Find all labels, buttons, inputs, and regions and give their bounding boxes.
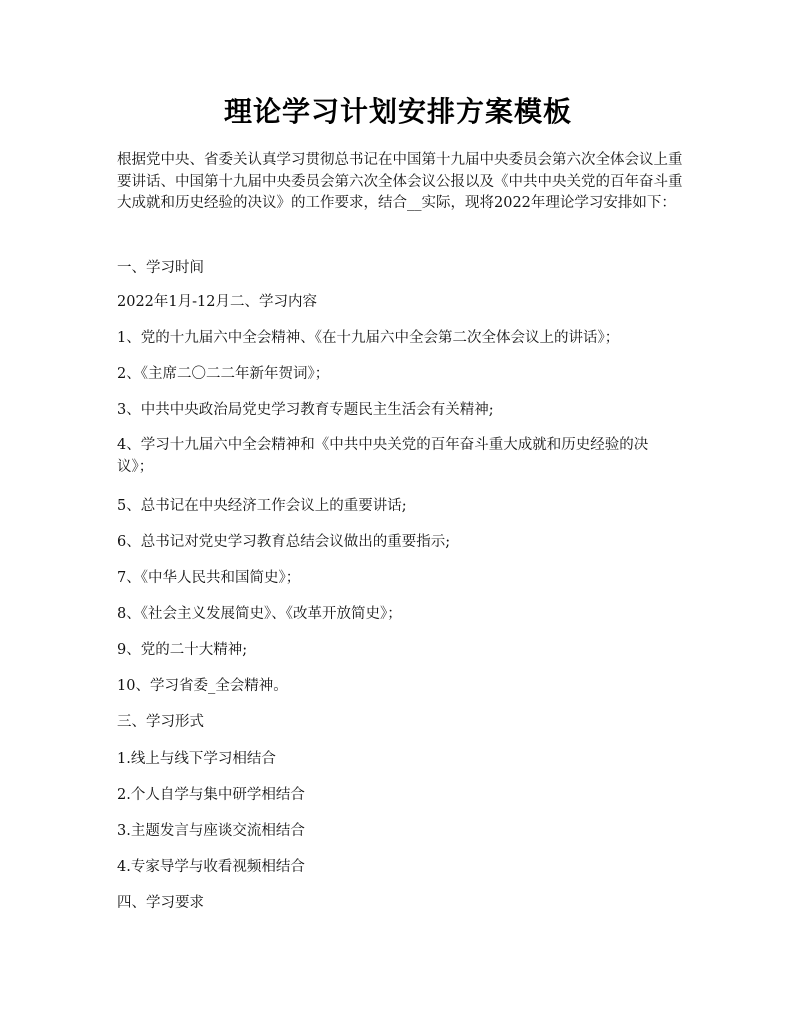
form-item-2: 2.个人自学与集中研学相结合 bbox=[117, 787, 305, 803]
document-title: 理论学习计划安排方案模板 bbox=[223, 95, 572, 128]
content-item-3: 3、中共中央政治局党史学习教育专题民主生活会有关精神; bbox=[117, 402, 494, 418]
content-item-1: 1、党的十九届六中全会精神、《在十九届六中全会第二次全体会议上的讲话》； bbox=[117, 330, 620, 346]
content-item-4: 4、学习十九届六中全会精神和《中共中央关党的百年奋斗重大成就和历史经验的决议》； bbox=[117, 437, 649, 475]
content-item-9: 9、党的二十大精神; bbox=[117, 642, 248, 658]
content-item-10: 10、学习省委_全会精神。 bbox=[117, 678, 288, 694]
form-item-3: 3.主题发言与座谈交流相结合 bbox=[117, 823, 305, 839]
content-item-8: 8、《社会主义发展简史》、《改革开放简史》； bbox=[117, 606, 402, 622]
content-item-5: 5、总书记在中央经济工作会议上的重要讲话; bbox=[117, 498, 407, 514]
form-item-1: 1.线上与线下学习相结合 bbox=[117, 751, 276, 767]
section-heading-study-time: 一、学习时间 bbox=[117, 260, 204, 276]
section-heading-study-requirements: 四、学习要求 bbox=[117, 895, 204, 911]
intro-paragraph: 根据党中央、省委关认真学习贯彻总书记在中国第十九届中央委员会第六次全体会议上重要讲话、中国第十九届中央委员会第六次全体会议公报以及《中共中央关党的百年奋斗重大成就和历史经验的决议》的工作要求，结合__实际，现将2022年理论学习安排如下： bbox=[117, 152, 683, 211]
form-item-4: 4.专家导学与收看视频相结合 bbox=[117, 859, 305, 875]
section-heading-study-form: 三、学习形式 bbox=[117, 714, 204, 730]
content-item-2: 2、《主席二〇二二年新年贺词》； bbox=[117, 366, 330, 382]
study-period-line: 2022年1月-12月二、学习内容 bbox=[117, 294, 317, 310]
content-item-7: 7、《中华人民共和国简史》； bbox=[117, 570, 301, 586]
content-item-6: 6、总书记对党史学习教育总结会议做出的重要指示; bbox=[117, 534, 451, 550]
